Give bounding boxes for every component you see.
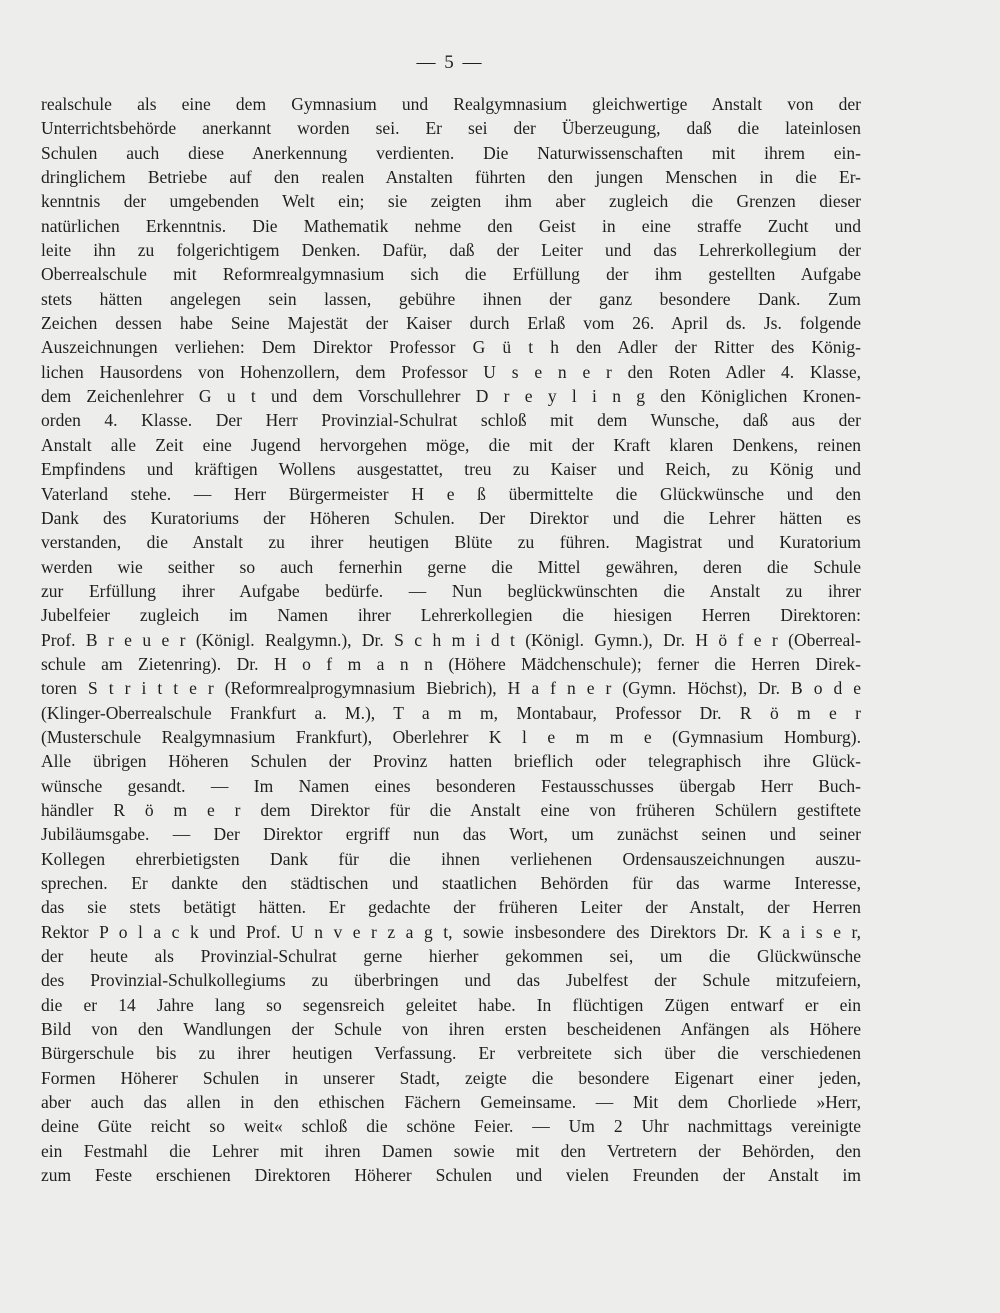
- text-line: aber auch das allen in den ethischen Fächern Gemeinsame. — Mit dem Chorliede »Herr,: [41, 1092, 861, 1113]
- text-line: (Klinger-Oberrealschule Frankfurt a. M.), T a m m, Montabaur, Professor Dr. R ö m e r: [41, 702, 861, 723]
- text-line: realschule als eine dem Gymnasium und Realgymnasium gleichwertige Anstalt von der: [41, 94, 861, 114]
- text-line: leite ihn zu folgerichtigem Denken. Dafür, daß der Leiter und das Lehrerkollegium der: [41, 240, 861, 261]
- text-line: kenntnis der umgebenden Welt ein; sie zeigten ihm aber zugleich die Grenzen dieser: [41, 191, 861, 212]
- text-line: zum Feste erschienen Direktoren Höherer Schulen und vielen Freunden der Anstalt im: [41, 1165, 861, 1186]
- text-line: sprechen. Er dankte den städtischen und staatlichen Behörden für das warme Interesse,: [41, 873, 861, 893]
- text-line: Anstalt alle Zeit eine Jugend hervorgehen möge, die mit der Kraft klaren Denkens, reinen: [41, 434, 861, 455]
- page-number: — 5 —: [416, 52, 484, 73]
- text-line: Jubiläumsgabe. — Der Direktor ergriff nun das Wort, um zunächst seinen und seiner: [41, 824, 861, 845]
- text-line: ein Festmahl die Lehrer mit ihren Damen sowie mit den Vertretern der Behörden, den: [41, 1140, 861, 1161]
- text-line: lichen Hausordens von Hohenzollern, dem Professor U s e n e r den Roten Adler 4. Klasse,: [41, 361, 861, 382]
- text-line: zur Erfüllung ihrer Aufgabe bedürfe. — Nun beglückwünschten die Anstalt zu ihrer: [41, 580, 861, 601]
- text-line: dem Zeichenlehrer G u t und dem Vorschullehrer D r e y l i n g den Königlichen Kronen-: [41, 386, 861, 407]
- text-line: Bürgerschule bis zu ihrer heutigen Verfassung. Er verbreitete sich über die verschiedenen: [41, 1043, 861, 1064]
- text-line: der heute als Provinzial-Schulrat gerne hierher gekommen sei, um die Glückwünsche: [41, 946, 861, 967]
- text-line: des Provinzial-Schulkollegiums zu überbringen und das Jubelfest der Schule mitzufeiern,: [41, 970, 861, 991]
- text-line: Zeichen dessen habe Seine Majestät der Kaiser durch Erlaß vom 26. April ds. Js. folgende: [41, 313, 861, 334]
- text-line: Prof. B r e u e r (Königl. Realgymn.), Dr. S c h m i d t (Königl. Gymn.), Dr. H ö f e r (Oberreal-: [41, 629, 861, 650]
- text-line: Auszeichnungen verliehen: Dem Direktor Professor G ü t h den Adler der Ritter des König-: [41, 337, 861, 358]
- text-line: natürlichen Erkenntnis. Die Mathematik nehme den Geist in eine straffe Zucht und: [41, 215, 861, 236]
- text-line: werden wie seither so auch fernerhin gerne die Mittel gewähren, deren die Schule: [41, 556, 861, 577]
- text-line: Bild von den Wandlungen der Schule von ihren ersten bescheidenen Anfängen als Höhere: [41, 1019, 861, 1040]
- text-line: Kollegen ehrerbietigsten Dank für die ihnen verliehenen Ordensauszeichnungen auszu-: [41, 848, 861, 869]
- text-line: die er 14 Jahre lang so segensreich geleitet habe. In flüchtigen Zügen entwarf er ein: [41, 994, 861, 1015]
- text-line: schule am Zietenring). Dr. H o f m a n n (Höhere Mädchenschule); ferner die Herren Direk-: [41, 653, 861, 674]
- text-line: Jubelfeier zugleich im Namen ihrer Lehrerkollegien die hiesigen Herren Direktoren:: [41, 605, 861, 626]
- text-line: Dank des Kuratoriums der Höheren Schulen. Der Direktor und die Lehrer hätten es: [41, 507, 861, 528]
- text-line: Unterrichtsbehörde anerkannt worden sei. Er sei der Überzeugung, daß die lateinlosen: [41, 118, 861, 139]
- body-text: [41, 92, 861, 1187]
- text-line: wünsche gesandt. — Im Namen eines besonderen Festausschusses übergab Herr Buch-: [41, 775, 861, 796]
- text-line: (Musterschule Realgymnasium Frankfurt), Oberlehrer K l e m m e (Gymnasium Homburg).: [41, 726, 861, 747]
- text-line: stets hätten angelegen sein lassen, gebühre ihnen der ganz besondere Dank. Zum: [41, 288, 861, 309]
- text-line: Empfindens und kräftigen Wollens ausgestattet, treu zu Kaiser und Reich, zu König und: [41, 459, 861, 480]
- text-line: Formen Höherer Schulen in unserer Stadt, zeigte die besondere Eigenart einer jeden,: [41, 1067, 861, 1088]
- text-line: verstanden, die Anstalt zu ihrer heutigen Blüte zu führen. Magistrat und Kuratorium: [41, 532, 861, 553]
- text-line: Oberrealschule mit Reformrealgymnasium sich die Erfüllung der ihm gestellten Aufgabe: [41, 264, 861, 285]
- text-line: händler R ö m e r dem Direktor für die Anstalt eine von früheren Schülern gestiftete: [41, 799, 861, 820]
- text-line: Schulen auch diese Anerkennung verdienten. Die Naturwissenschaften mit ihrem ein-: [41, 142, 861, 163]
- text-line: Vaterland stehe. — Herr Bürgermeister H e ß übermittelte die Glückwünsche und den: [41, 483, 861, 504]
- text-line: deine Güte reicht so weit« schloß die schöne Feier. — Um 2 Uhr nachmittags vereinigte: [41, 1116, 861, 1137]
- text-line: Rektor P o l a c k und Prof. U n v e r z a g t, sowie insbesondere des Direktors Dr. K a i s e r,: [41, 921, 861, 942]
- text-line: Alle übrigen Höheren Schulen der Provinz hatten brieflich oder telegraphisch ihre Glück-: [41, 751, 861, 772]
- text-line: dringlichem Betriebe auf den realen Anstalten führten den jungen Menschen in die Er-: [41, 167, 861, 188]
- text-line: orden 4. Klasse. Der Herr Provinzial-Schulrat schloß mit dem Wunsche, daß aus der: [41, 410, 861, 431]
- text-line: toren S t r i t t e r (Reformrealprogymnasium Biebrich), H a f n e r (Gymn. Höchst), Dr. B o d e: [41, 678, 861, 699]
- text-line: das sie stets betätigt hätten. Er gedachte der früheren Leiter der Anstalt, der Herren: [41, 897, 861, 918]
